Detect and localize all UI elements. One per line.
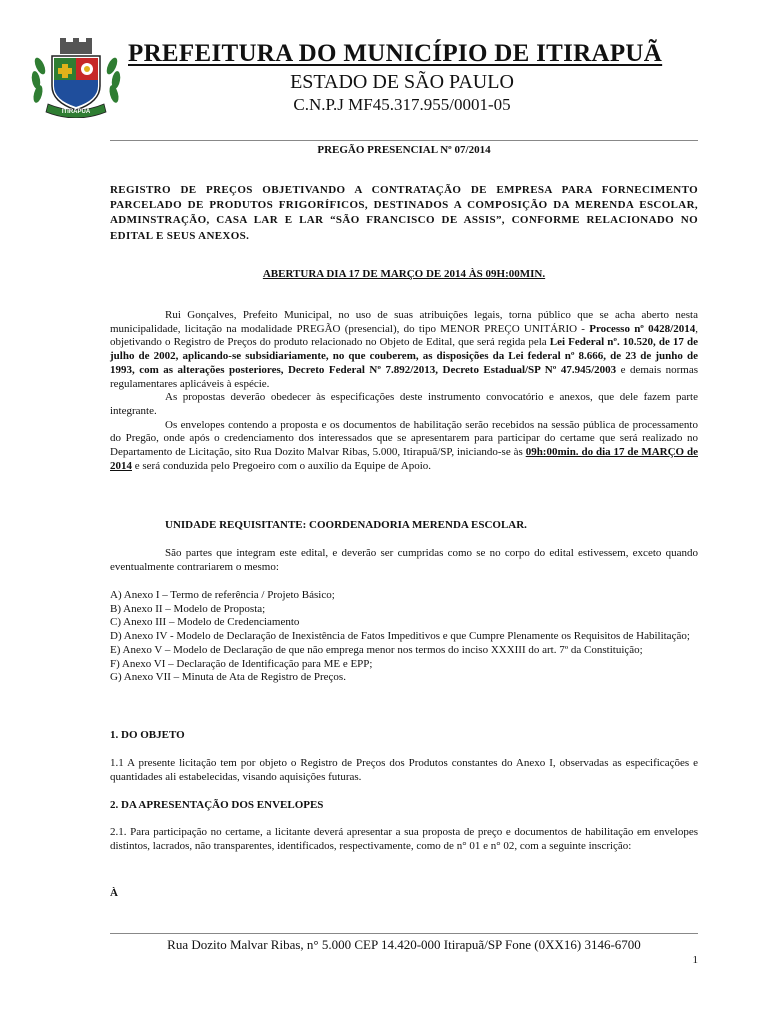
session-datetime: 09h:00min. do dia 17 de MARÇO de 2014	[110, 446, 698, 472]
municipal-crest-logo	[26, 36, 126, 118]
annex-item: G) Anexo VII – Minuta de Ata de Registro de Preços.	[110, 671, 346, 684]
intro-section	[110, 309, 698, 473]
process-number: Processo nº 0428/2014	[589, 322, 696, 335]
section-1-1-text: 1.1 A presente licitação tem por objeto o Registro de Preços dos Produtos constantes do Anexo I, observadas as especificações e quantidades ali estabelecidas, visando aquisições futuras.	[110, 757, 698, 783]
annex-item: A) Anexo I – Termo de referência / Projeto Básico;	[110, 589, 335, 601]
annex-item: D) Anexo IV - Modelo de Declaração de Inexistência de Fatos Impeditivos e que Cumpre Plenamente os Requisitos de Habilitação;	[110, 630, 690, 643]
object-heading: REGISTRO DE PREÇOS OBJETIVANDO A CONTRATAÇÃO DE EMPRESA PARA FORNECIMENTO PARCELADO DE PRODUTOS FRIGORÍFICOS, DESTINADOS A COMPOSIÇÃO DA MERENDA ESCOLAR, ADMINSTRAÇÃO, CASA LAR E LAR “SÃO FRANCISCO DE ASSIS”, CONFORME RELACIONADO NO EDITAL E SEUS ANEXOS.	[110, 184, 698, 242]
page-number: 1	[692, 954, 698, 966]
addressee-start: À	[110, 887, 118, 899]
state-name: ESTADO DE SÃO PAULO	[290, 71, 514, 93]
crest-banner-text: ITIRAPUÃ	[61, 109, 91, 115]
legal-basis: Lei Federal nº. 10.520, de 17 de julho de 2002, aplicando-se subsidiariamente, no que couberem, as disposições da Lei federal nº 8.666, de 23 de junho de 1993, com as alterações posteriores, Decreto Federal Nº 7.892/2013, Decreto Estadual/SP Nº 47.945/2003	[110, 336, 698, 376]
opening-date: ABERTURA DIA 17 DE MARÇO DE 2014 ÀS 09H:00MIN.	[262, 268, 546, 280]
intro-paragraph-1	[110, 309, 698, 391]
annex-list	[110, 589, 698, 685]
section-2-title: 2. DA APRESENTAÇÃO DOS ENVELOPES	[110, 799, 324, 811]
intro-text-1: , no uso de suas atribuições legais, torna público que se acha aberto nesta municipalidade, licitação na modalidade PREGÃO (presencial), do tipo MENOR PREÇO UNITÁRIO -	[110, 309, 698, 335]
section-1-title: 1. DO OBJETO	[110, 729, 185, 741]
requesting-unit: UNIDADE REQUISITANTE: COORDENADORIA MERENDA ESCOLAR.	[165, 519, 527, 531]
annex-item: F) Anexo VI – Declaração de Identificação para ME e EPP;	[110, 657, 373, 670]
footer-rule	[110, 933, 698, 934]
mural-crown	[60, 38, 92, 54]
intro-paragraph-3	[110, 419, 698, 474]
intro-text-3: e demais normas regulamentares aplicáveis à espécie.	[110, 363, 698, 390]
mayor-name: Rui Gonçalves, Prefeito Municipal	[165, 309, 330, 321]
intro-paragraph-2: As propostas deverão obedecer às especificações deste instrumento convocatório e anexos, que dele fazem parte integrante.	[110, 391, 698, 417]
cnpj-number: C.N.P.J MF45.317.955/0001-05	[293, 95, 511, 114]
annexes-intro: São partes que integram este edital, e deverão ser cumpridas como se no corpo do edital estivessem, exceto quando eventualmente contrariarem o mesmo:	[110, 547, 698, 573]
municipality-title: PREFEITURA DO MUNICÍPIO DE ITIRAPUÃ	[128, 40, 663, 67]
intro-text-4: Os envelopes contendo a proposta e os documentos de habilitação serão recebidos na sessão pública de processamento do Pregão, onde após o credenciamento dos interessados que se apresentarem para participar do certame que será realizado no Departamento de Licitação, sito Rua Dozito Malvar Ribas, 5.000, Itirapuã/SP, iniciando-se às	[110, 418, 698, 459]
intro-text-5: e será conduzida pelo Pregoeiro com o auxílio da Equipe de Apoio.	[132, 459, 432, 472]
annex-item: C) Anexo III – Modelo de Credenciamento	[110, 616, 300, 629]
header-rule	[110, 140, 698, 141]
section-2-1-text: 2.1. Para participação no certame, a licitante deverá apresentar a sua proposta de preço e documentos de habilitação em envelopes distintos, lacrados, não transparentes, identificados, respectivamente, como de n° 01 e n° 02, com a seguinte inscrição:	[110, 826, 698, 852]
annex-item: E) Anexo V – Modelo de Declaração de que não emprega menor nos termos do inciso XXXIII do art. 7º da Constituição;	[110, 643, 643, 656]
intro-text-2: , objetivando o Registro de Preços do produto relacionado no Objeto de Edital, que será regida pela	[110, 322, 698, 349]
footer-address: Rua Dozito Malvar Ribas, n° 5.000 CEP 14.420-000 Itirapuã/SP Fone (0XX16) 3146-6700	[167, 937, 641, 952]
pregao-number: PREGÃO PRESENCIAL Nº 07/2014	[317, 144, 491, 156]
annex-item: B) Anexo II – Modelo de Proposta;	[110, 602, 266, 615]
